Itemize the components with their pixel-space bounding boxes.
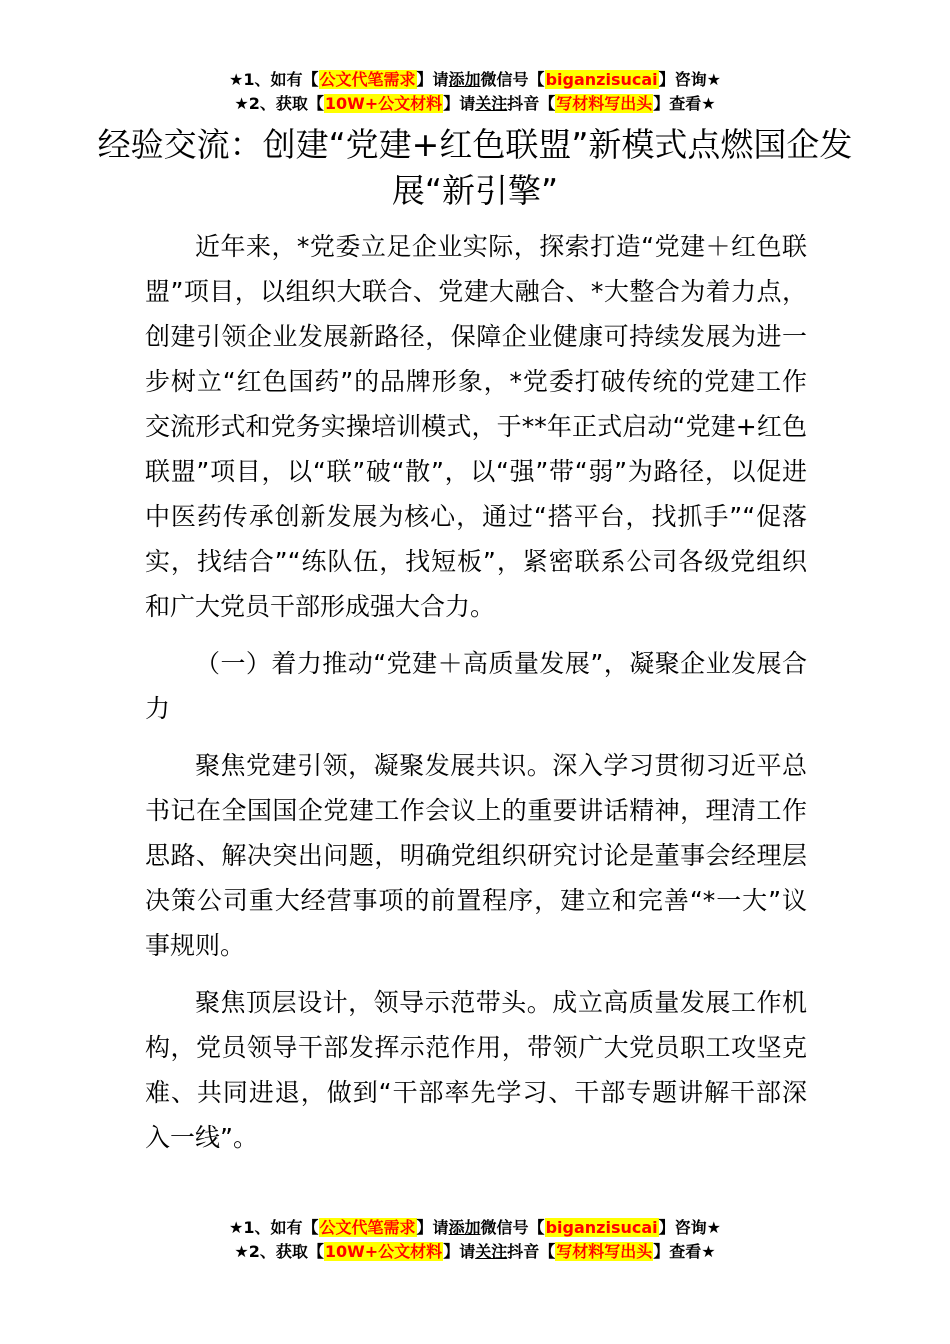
banner-text: 】咨询★: [658, 70, 721, 89]
paragraph: 聚焦党建引领，凝聚发展共识。深入学习贯彻习近平总书记在全国国企党建工作会议上的重要讲话精神，理清工作思路、解决突出问题，明确党组织研究讨论是董事会经理层决策公司重大经营事项的前置程序，建立和完善“*一大”议事规则。: [145, 751, 807, 960]
banner-text: 】请: [416, 1218, 449, 1237]
banner-line-2: [0, 1240, 950, 1264]
banner-line-1: [0, 1216, 950, 1240]
banner-text: 】请: [443, 1242, 476, 1261]
banner-text: 】查看★: [653, 94, 716, 113]
banner-highlight: biganzisucai: [545, 1218, 658, 1237]
banner-text: 】请: [416, 70, 449, 89]
banner-emphasis: 添加: [448, 1218, 481, 1237]
paragraph-intro: 近年来，*党委立足企业实际，探索打造“党建＋红色联盟”项目，以组织大联合、党建大融合、*大整合为着力点，创建引领企业发展新路径，保障企业健康可持续发展为进一步树立“红色国药”的品牌形象，*党委打破传统的党建工作交流形式和党务实操培训模式，于**年正式启动“党建+红色联盟”项目，以“联”破“散”，以“强”带“弱”为路径，以促进中医药传承创新发展为核心，通过“搭平台，找抓手”“促落实，找结合”“练队伍，找短板”，紧密联系公司各级党组织和广大党员干部形成强大合力。: [145, 232, 807, 621]
banner-text: ★2、获取【: [234, 94, 324, 113]
banner-text: ★2、获取【: [234, 1242, 324, 1261]
banner-highlight: 写材料写出头: [556, 1242, 653, 1261]
document-title: 经验交流：创建“党建+红色联盟”新模式点燃国企发展“新引擎”: [97, 125, 853, 210]
banner-highlight: 写材料写出头: [556, 94, 653, 113]
banner-text: ★1、如有【: [229, 1218, 319, 1237]
banner-line-2: [0, 92, 950, 116]
banner-line-1: [0, 68, 950, 92]
banner-text: ★1、如有【: [229, 70, 319, 89]
banner-text: 抖音【: [507, 94, 556, 113]
document-body: [145, 224, 807, 1172]
banner-text: 】请: [443, 94, 476, 113]
banner-text: 抖音【: [507, 1242, 556, 1261]
banner-emphasis: 关注: [475, 94, 508, 113]
banner-text: 】咨询★: [658, 1218, 721, 1237]
banner-highlight: 公文代笔需求: [319, 1218, 416, 1237]
banner-text: 】查看★: [653, 1242, 716, 1261]
banner-highlight: 10W+公文材料: [324, 1242, 443, 1261]
bottom-banner: [0, 1216, 950, 1264]
top-banner: [0, 68, 950, 116]
banner-highlight: 10W+公文材料: [324, 94, 443, 113]
banner-text: 微信号【: [480, 1218, 545, 1237]
paragraph: 聚焦顶层设计，领导示范带头。成立高质量发展工作机构，党员领导干部发挥示范作用，带领广大党员职工攻坚克难、共同进退，做到“干部率先学习、干部专题讲解干部深入一线”。: [145, 988, 807, 1152]
banner-emphasis: 添加: [448, 70, 481, 89]
banner-highlight: 公文代笔需求: [319, 70, 416, 89]
section-heading: （一）着力推动“党建＋高质量发展”，凝聚企业发展合力: [145, 649, 807, 723]
banner-emphasis: 关注: [475, 1242, 508, 1261]
banner-text: 微信号【: [480, 70, 545, 89]
banner-highlight: biganzisucai: [545, 70, 658, 89]
